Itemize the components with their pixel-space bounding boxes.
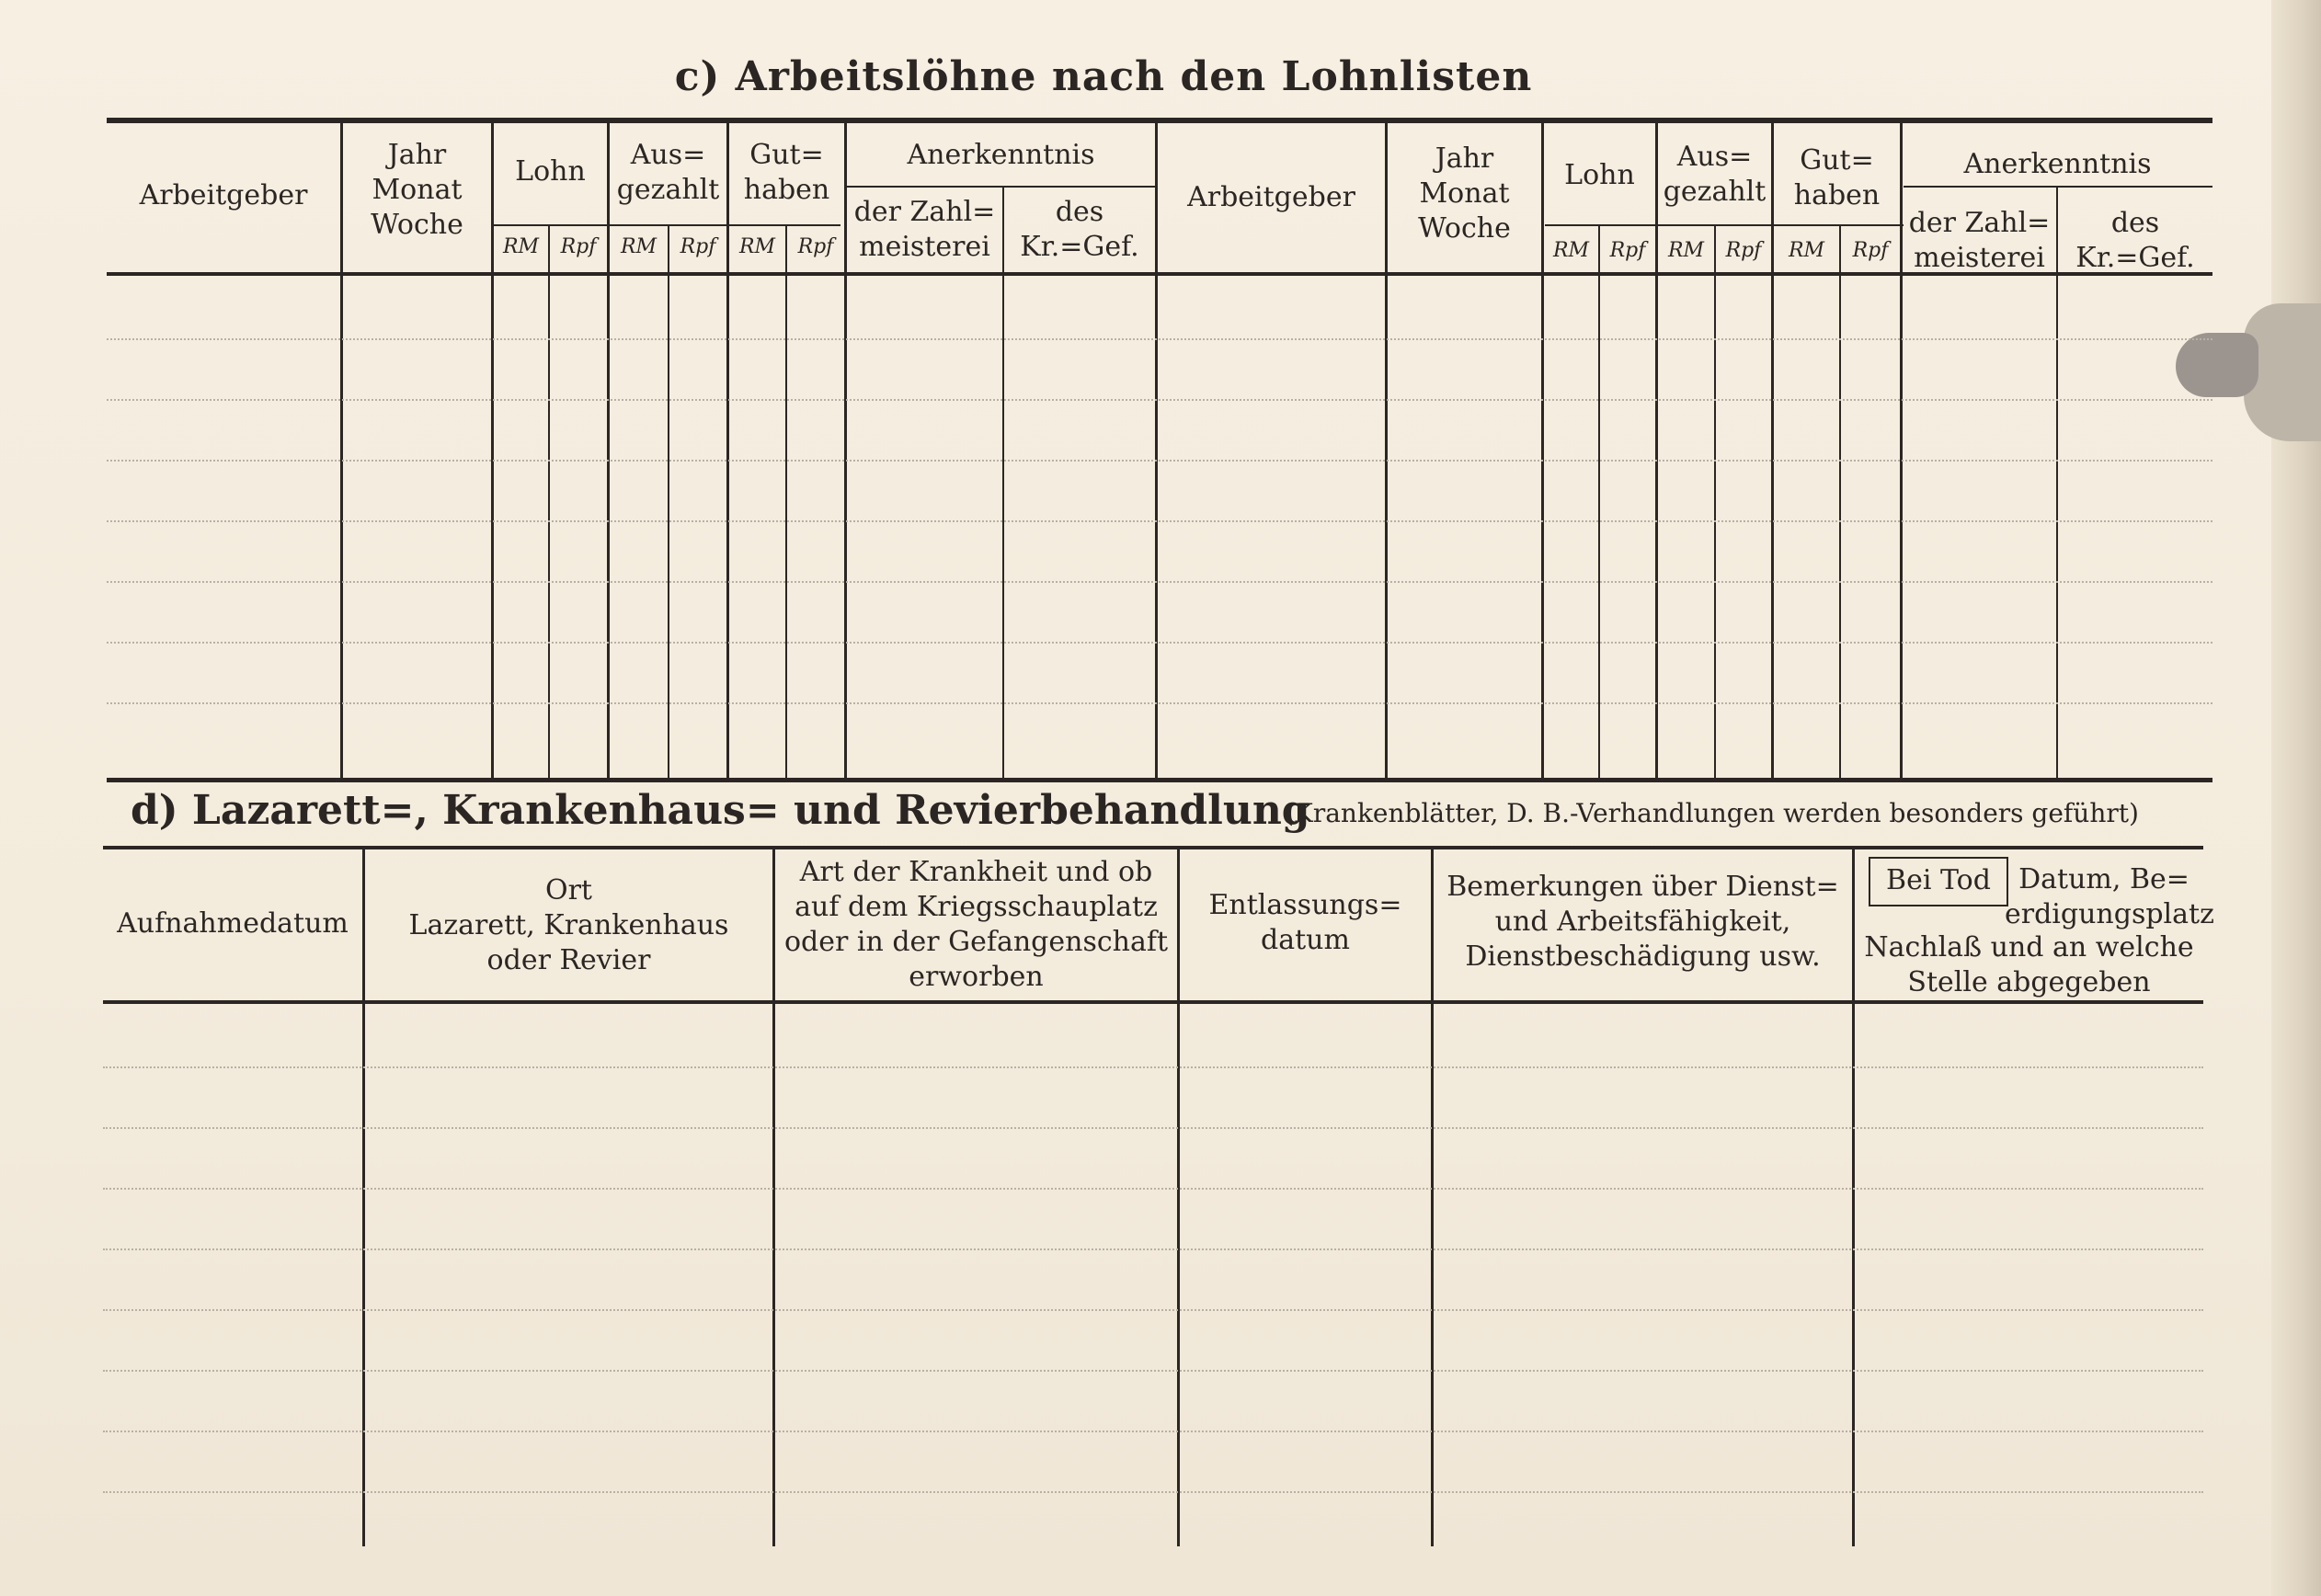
- row-guide: [107, 399, 2212, 401]
- hdr-rm: RM: [1667, 239, 1705, 262]
- row-guide: [107, 520, 2212, 522]
- hdr-ausgezahlt-2: Aus= gezahlt: [1663, 141, 1766, 208]
- hdr-arbeitgeber: Arbeitgeber: [139, 179, 308, 211]
- hdr-krankheit: Art der Krankheit und ob auf dem Kriegsschauplatz oder in der Gefangenschaft erworben: [783, 856, 1169, 993]
- row-guide: [103, 1431, 2203, 1432]
- table-c-bottom-rule: [107, 778, 2212, 782]
- hdr-nachlass: Nachlaß und an welche Stelle abgegeben: [1864, 931, 2194, 998]
- hdr-krgef-2: des Kr.=Gef.: [2075, 207, 2195, 274]
- hdr-rm: RM: [502, 235, 540, 258]
- hdr-krgef: des Kr.=Gef.: [1020, 196, 1139, 263]
- hdr-guthaben: Gut= haben: [743, 139, 830, 206]
- punch-hole: [2176, 333, 2258, 397]
- row-guide: [103, 1491, 2203, 1493]
- col-line: [668, 224, 669, 780]
- hdr-lohn-2: Lohn: [1564, 159, 1635, 191]
- row-guide: [107, 702, 2212, 704]
- hdr-aufnahmedatum: Aufnahmedatum: [117, 907, 349, 940]
- rm-rpf-rule-left: [491, 224, 840, 226]
- hdr-rpf: Rpf: [560, 235, 597, 258]
- hdr-beitod-rest: Datum, Be= erdigungsplatz: [2005, 863, 2214, 930]
- hdr-anerkenntnis: Anerkenntnis: [907, 139, 1095, 171]
- hdr-arbeitgeber-2: Arbeitgeber: [1187, 181, 1355, 213]
- hdr-jahr-monat-woche: Jahr Monat Woche: [371, 139, 463, 241]
- row-guide: [103, 1370, 2203, 1372]
- row-guide: [103, 1127, 2203, 1129]
- col-line: [491, 123, 494, 780]
- anerkenntnis-rule-left: [846, 186, 1155, 188]
- hdr-zahlmeisterei-2: der Zahl= meisterei: [1908, 207, 2051, 274]
- col-line: [1771, 123, 1774, 780]
- col-line: [1839, 224, 1841, 780]
- hdr-entlassung: Entlassungs= datum: [1208, 889, 1402, 956]
- col-line: [1655, 123, 1658, 780]
- hdr-rm: RM: [1788, 239, 1825, 262]
- hdr-rm: RM: [620, 235, 657, 258]
- row-guide: [103, 1248, 2203, 1250]
- col-line: [726, 123, 729, 780]
- col-line: [1002, 186, 1004, 780]
- hdr-rm: RM: [1552, 239, 1590, 262]
- hdr-ort: Ort Lazarett, Krankenhaus oder Revier: [408, 874, 729, 976]
- row-guide: [107, 338, 2212, 340]
- col-line: [1714, 224, 1716, 780]
- paper-edge: [2271, 0, 2321, 1596]
- col-line: [1541, 123, 1544, 780]
- row-guide: [103, 1188, 2203, 1190]
- table-c-header-rule: [107, 272, 2212, 276]
- col-line: [1598, 224, 1600, 780]
- hdr-rpf: Rpf: [680, 235, 716, 258]
- col-line: [1155, 123, 1158, 780]
- bei-tod-box: Bei Tod: [1869, 857, 2008, 906]
- hdr-rpf: Rpf: [1609, 239, 1646, 262]
- hdr-guthaben-2: Gut= haben: [1793, 144, 1881, 211]
- row-guide: [103, 1309, 2203, 1311]
- col-line: [607, 123, 610, 780]
- section-d-title: d) Lazarett=, Krankenhaus= und Revierbehandlung: [131, 787, 1310, 834]
- hdr-rpf: Rpf: [1725, 239, 1762, 262]
- table-d-header-rule: [103, 1000, 2203, 1004]
- hdr-rpf: Rpf: [1852, 239, 1889, 262]
- col-line: [548, 224, 550, 780]
- section-d-note: (Krankenblätter, D. B.-Verhandlungen werden besonders geführt): [1284, 798, 2139, 828]
- row-guide: [107, 581, 2212, 583]
- row-guide: [103, 1066, 2203, 1068]
- anerkenntnis-rule-right: [1904, 186, 2212, 188]
- col-line: [785, 224, 787, 780]
- hdr-anerkenntnis-2: Anerkenntnis: [1963, 148, 2152, 180]
- hdr-bemerkungen: Bemerkungen über Dienst= und Arbeitsfähigkeit, Dienstbeschädigung usw.: [1446, 871, 1839, 973]
- section-c-title: c) Arbeitslöhne nach den Lohnlisten: [674, 53, 1533, 100]
- hdr-lohn: Lohn: [515, 155, 586, 188]
- hdr-jahr-monat-woche-2: Jahr Monat Woche: [1418, 142, 1511, 245]
- row-guide: [107, 460, 2212, 462]
- table-d-top-rule: [103, 846, 2203, 849]
- hdr-rpf: Rpf: [797, 235, 834, 258]
- row-guide: [107, 642, 2212, 644]
- hdr-zahlmeisterei: der Zahl= meisterei: [853, 196, 996, 263]
- hdr-rm: RM: [738, 235, 776, 258]
- hdr-ausgezahlt: Aus= gezahlt: [616, 139, 720, 206]
- table-c-top-rule: [107, 118, 2212, 123]
